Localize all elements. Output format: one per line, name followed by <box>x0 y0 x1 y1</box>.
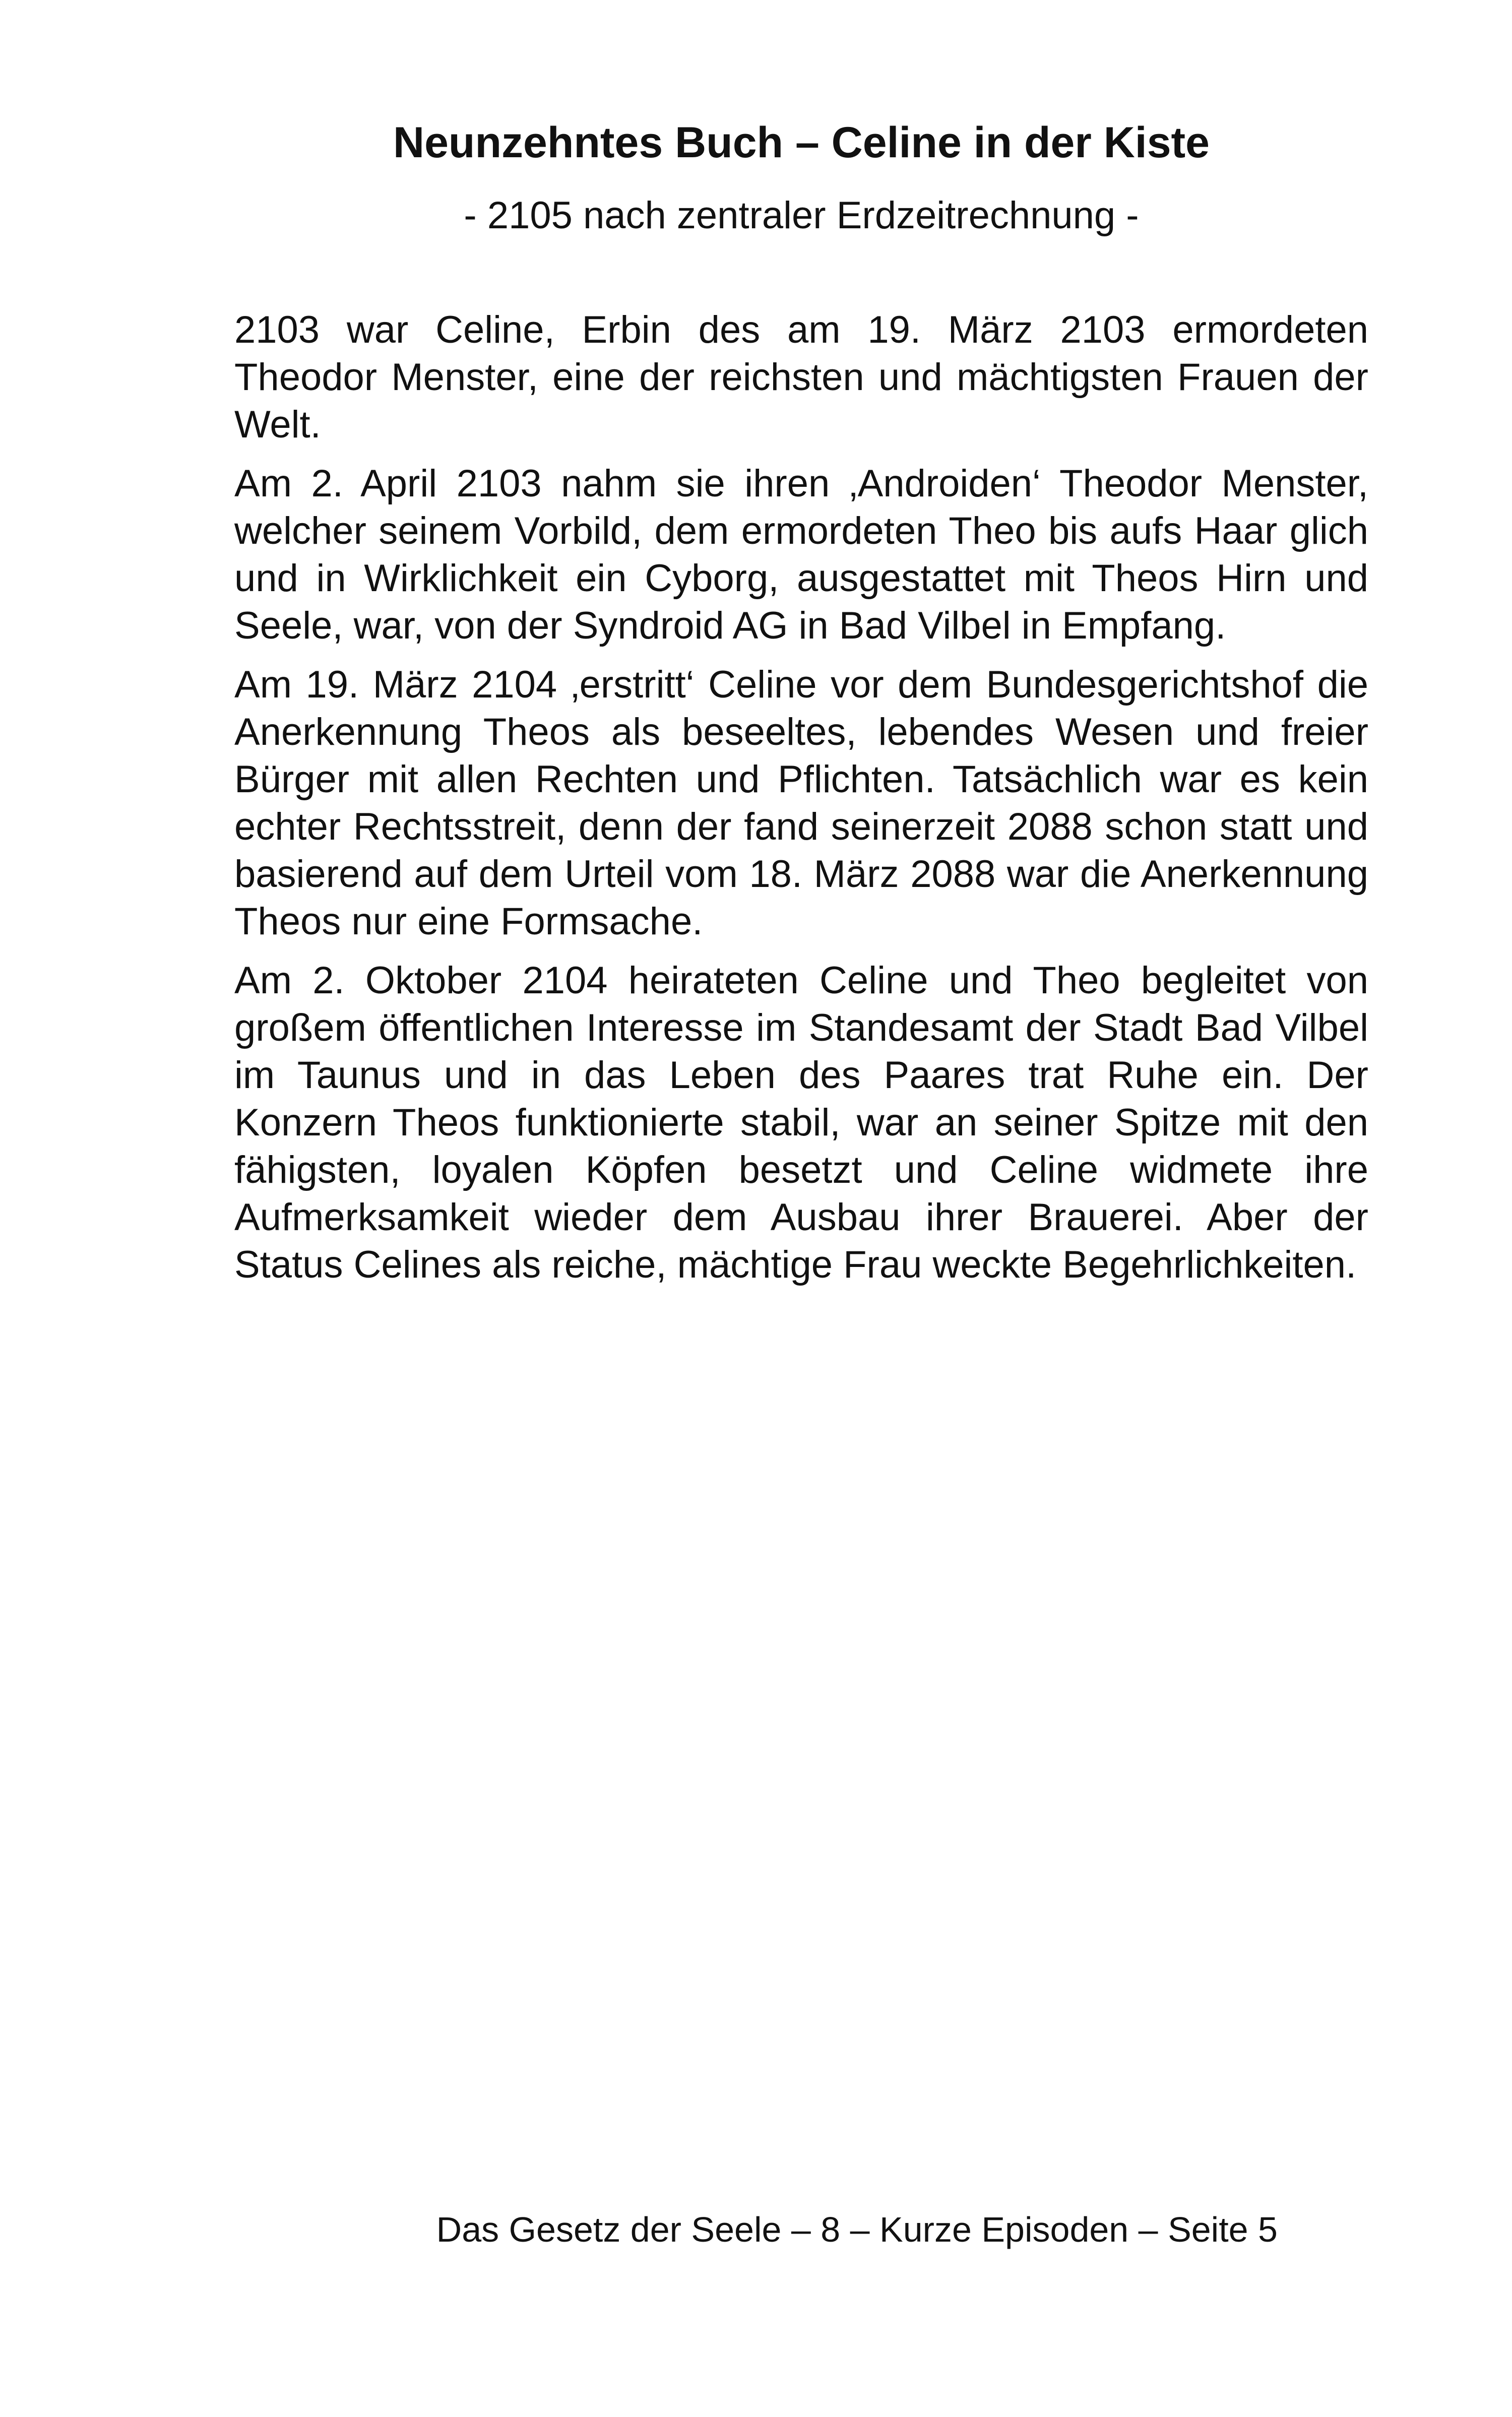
paragraph-2: Am 2. April 2103 nahm sie ihren ‚Androiden‘ Theodor Menster, welcher seinem Vorbild, dem ermordeten Theo bis aufs Haar glich und in Wirklichkeit ein Cyborg, ausgestattet mit Theos Hirn und Seele, war, von der Syndroid AG in Bad Vilbel in Empfang. <box>234 462 1368 647</box>
paragraph-3: Am 19. März 2104 ‚erstritt‘ Celine vor dem Bundesgerichtshof die Anerkennung Theos als beseeltes, lebendes Wesen und freier Bürger mit allen Rechten und Pflichten. Tatsächlich war es kein echter Rechtsstreit, denn der fand seinerzeit 2088 schon statt und basierend auf dem Urteil vom 18. März 2088 war die Anerkennung Theos nur eine Formsache. <box>234 663 1368 943</box>
page-footer: Das Gesetz der Seele – 8 – Kurze Episoden – Seite 5 <box>436 2210 1278 2249</box>
chapter-title: Neunzehntes Buch – Celine in der Kiste <box>393 118 1210 167</box>
body-text <box>234 306 1368 1300</box>
paragraph-1: 2103 war Celine, Erbin des am 19. März 2103 ermordeten Theodor Menster, eine der reichsten und mächtigsten Frauen der Welt. <box>234 308 1368 446</box>
chapter-subtitle: - 2105 nach zentraler Erdzeitrechnung - <box>464 194 1139 237</box>
paragraph-4: Am 2. Oktober 2104 heirateten Celine und Theo begleitet von großem öffentlichen Interesse im Standesamt der Stadt Bad Vilbel im Taunus und in das Leben des Paares trat Ruhe ein. Der Konzern Theos funktionierte stabil, war an seiner Spitze mit den fähigsten, loyalen Köpfen besetzt und Celine widmete ihre Aufmerksamkeit wieder dem Ausbau ihrer Brauerei. Aber der Status Celines als reiche, mächtige Frau weckte Begehrlichkeiten. <box>234 959 1368 1286</box>
